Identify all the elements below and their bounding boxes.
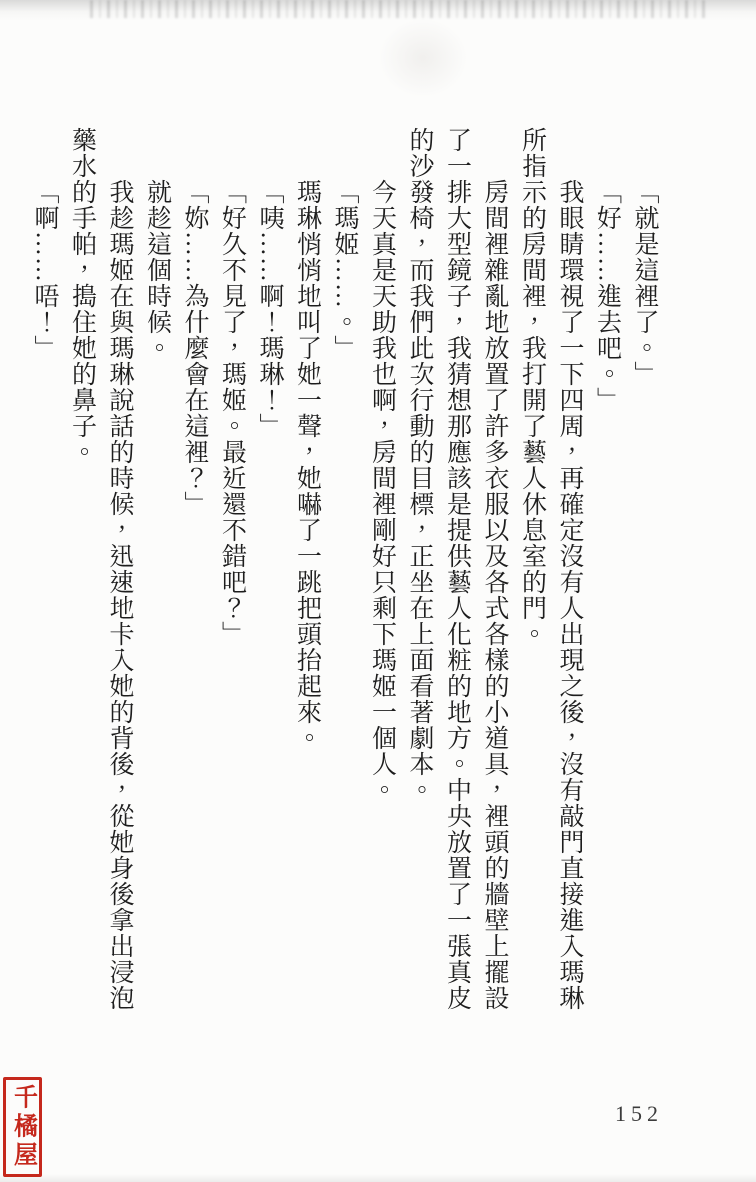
scan-artifact-smudge xyxy=(378,18,468,98)
paragraph: 「妳……為什麼會在這裡？」 xyxy=(181,179,208,517)
scan-artifact-bottom xyxy=(0,1174,756,1182)
paragraph: 「瑪姬……。」 xyxy=(331,179,358,361)
scan-artifact-speckle xyxy=(90,0,710,18)
paragraph: 「好久不見了，瑪姬。最近還不錯吧？」 xyxy=(218,179,246,647)
paragraph: 「好……進去吧。」 xyxy=(593,179,621,413)
paragraph: 我趁瑪姬在與瑪琳說話的時候，迅速地卡入她的背後，從她身後拿出浸泡藥水的手帕，搗住她的鼻子。 xyxy=(68,127,133,1011)
scan-artifact-top xyxy=(0,0,756,26)
page-number: 152 xyxy=(615,1101,663,1126)
paragraph: 我眼睛環視了一下四周，再確定沒有人出現之後，沒有敲門直接進入瑪琳所指示的房間裡，我打開了藝人休息室的門。 xyxy=(518,127,583,1011)
paragraph: 就趁這個時候。 xyxy=(143,179,171,361)
paragraph: 「啊……唔！」 xyxy=(31,179,58,361)
paragraph: 房間裡雜亂地放置了許多衣服以及各式各樣的小道具，裡頭的牆壁上擺設了一排大型鏡子，我猜想那應該是提供藝人化粧的地方。中央放置了一張真皮的沙發椅，而我們此次行動的目標，正坐在上面看著劇本。 xyxy=(406,127,508,1011)
publisher-seal-text: 千橘屋 xyxy=(9,1084,36,1170)
paragraph: 瑪琳悄悄地叫了她一聲，她嚇了一跳把頭抬起來。 xyxy=(293,179,321,751)
publisher-seal xyxy=(3,1077,42,1177)
paragraph: 「咦……啊！瑪琳！」 xyxy=(256,179,283,439)
paragraph: 今天真是天助我也啊，房間裡剛好只剩下瑪姬一個人。 xyxy=(368,179,396,803)
text-block xyxy=(23,127,663,1017)
paragraph: 「就是這裡了。」 xyxy=(631,179,658,387)
